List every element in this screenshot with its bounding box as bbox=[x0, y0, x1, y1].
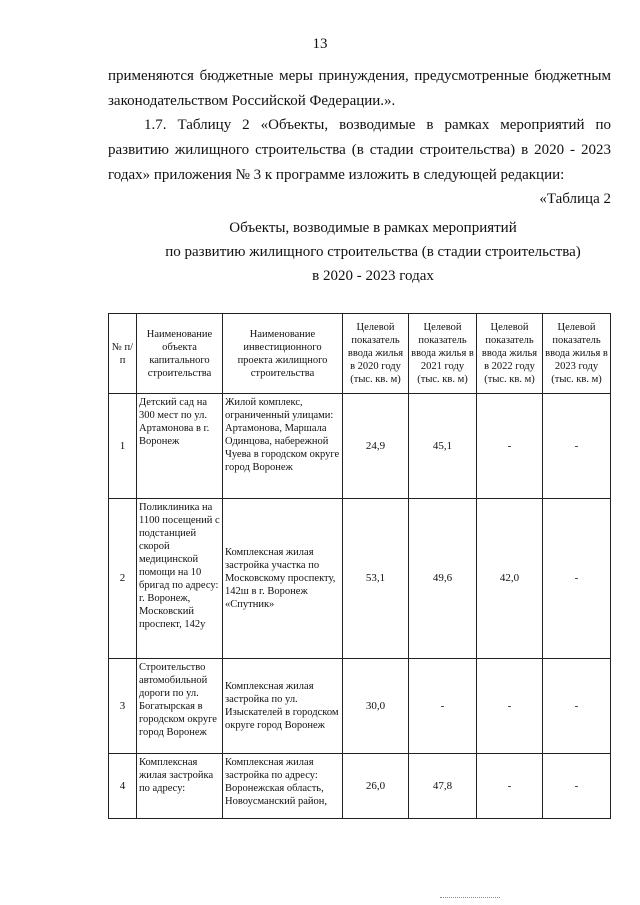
cell-2022: - bbox=[477, 394, 543, 499]
cell-num: 4 bbox=[109, 754, 137, 819]
header-num: № п/п bbox=[109, 314, 137, 394]
table-reference: «Таблица 2 bbox=[539, 191, 611, 207]
cell-2022: - bbox=[477, 754, 543, 819]
cell-project: Комплексная жилая застройка участка по Московскому проспекту, 142ш в г. Воронеж «Спутник» bbox=[223, 499, 343, 659]
cell-2021: - bbox=[409, 659, 477, 754]
cell-num: 3 bbox=[109, 659, 137, 754]
header-project: Наименование инвестиционного проекта жилищного строительства bbox=[223, 314, 343, 394]
header-2023: Целевой показатель ввода жилья в 2023 году (тыс. кв. м) bbox=[543, 314, 611, 394]
header-object: Наименование объекта капитального строительства bbox=[137, 314, 223, 394]
caption-line-2: по развитию жилищного строительства (в стадии строительства) bbox=[165, 244, 581, 260]
table-row bbox=[109, 394, 611, 499]
cell-2022: 42,0 bbox=[477, 499, 543, 659]
cell-2023: - bbox=[543, 394, 611, 499]
objects-table bbox=[108, 313, 611, 819]
cell-2022: - bbox=[477, 659, 543, 754]
cell-object: Комплексная жилая застройка по адресу: bbox=[137, 754, 223, 819]
cell-2020: 30,0 bbox=[343, 659, 409, 754]
page-number: 13 bbox=[312, 36, 328, 52]
cell-project: Комплексная жилая застройка по адресу: Воронежская область, Новоусманский район, bbox=[223, 754, 343, 819]
cell-2020: 24,9 bbox=[343, 394, 409, 499]
header-2020: Целевой показатель ввода жилья в 2020 году (тыс. кв. м) bbox=[343, 314, 409, 394]
cell-2021: 45,1 bbox=[409, 394, 477, 499]
cell-num: 2 bbox=[109, 499, 137, 659]
cell-2021: 49,6 bbox=[409, 499, 477, 659]
table-row bbox=[109, 754, 611, 819]
cell-2021: 47,8 bbox=[409, 754, 477, 819]
cell-2023: - bbox=[543, 659, 611, 754]
cell-project: Комплексная жилая застройка по ул. Изыскателей в городском округе город Воронеж bbox=[223, 659, 343, 754]
table-header-row bbox=[109, 314, 611, 394]
header-2022: Целевой показатель ввода жилья в 2022 году (тыс. кв. м) bbox=[477, 314, 543, 394]
cell-object: Детский сад на 300 мест по ул. Артамонова в г. Воронеж bbox=[137, 394, 223, 499]
cell-2023: - bbox=[543, 499, 611, 659]
caption-line-1: Объекты, возводимые в рамках мероприятий bbox=[229, 220, 517, 236]
cell-object: Поликлиника на 1100 посещений с подстанцией скорой медицинской помощи на 10 бригад по адресу: г. Воронеж, Московский проспект, 142у bbox=[137, 499, 223, 659]
paragraph-amendment: 1.7. Таблицу 2 «Объекты, возводимые в рамках мероприятий по развитию жилищного строительства (в стадии строительства) в 2020 - 2023 годах» приложения № 3 к программе изложить в следующей редакции: bbox=[108, 117, 611, 183]
cell-2020: 53,1 bbox=[343, 499, 409, 659]
cell-2020: 26,0 bbox=[343, 754, 409, 819]
table-row bbox=[109, 659, 611, 754]
header-2021: Целевой показатель ввода жилья в 2021 году (тыс. кв. м) bbox=[409, 314, 477, 394]
paragraph-continuation: применяются бюджетные меры принуждения, предусмотренные бюджетным законодательством Российской Федерации.». bbox=[108, 68, 611, 109]
table-row bbox=[109, 499, 611, 659]
table-caption bbox=[108, 216, 638, 288]
cell-project: Жилой комплекс, ограниченный улицами: Артамонова, Маршала Одинцова, набережной Чуева в городском округе город Воронеж bbox=[223, 394, 343, 499]
cell-num: 1 bbox=[109, 394, 137, 499]
cell-object: Строительство автомобильной дороги по ул. Богатырская в городском округе город Воронеж bbox=[137, 659, 223, 754]
cell-2023: - bbox=[543, 754, 611, 819]
bottom-dotted-rule bbox=[440, 897, 500, 898]
caption-line-3: в 2020 - 2023 годах bbox=[312, 268, 434, 284]
